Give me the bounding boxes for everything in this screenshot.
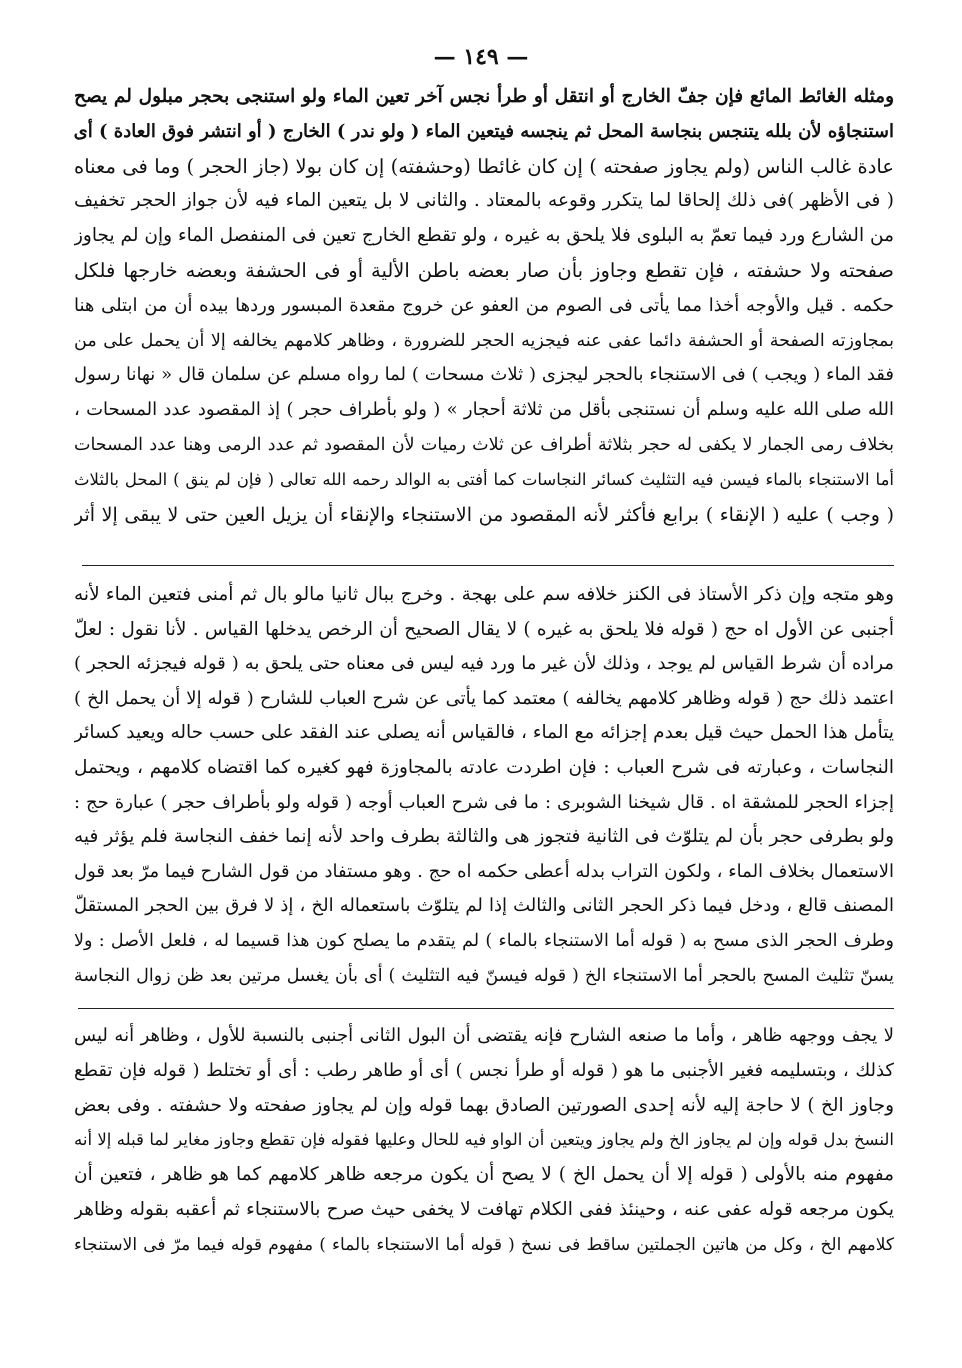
main-text-line: ومثله الغائط المائع فإن جفّ الخارج أو انتقل أو طرأ نجس آخر تعين الماء ولو استنجى بحجر مبلول لم يصح: [74, 86, 894, 107]
commentary-line: مفهوم منه بالأولى ( قوله إلا أن يحمل الخ ) لا يصح أن يكون مرجعه ظاهر كلامهم كما هو ظاهر ، فتعين أن: [74, 1164, 894, 1186]
main-text-line: صفحته ولا حشفته ، فإن تقطع وجاوز بأن صار بعضه باطن الألية أو فى الحشفة وبعضه خارجها فلكل: [74, 258, 894, 282]
main-text-line: فقد الماء ( ويجب ) فى الاستنجاء بالحجر ليجزى ( ثلاث مسحات ) لما رواه مسلم عن سلمان قال « نهانا رسول: [74, 364, 894, 386]
commentary-line: يكون مرجعه قوله عفى عنه ، وحينئذ ففى الكلام تهافت لا يخفى حيث صرح بالاستنجاء ثم أعقبه بقوله وظاهر: [74, 1198, 894, 1220]
main-text-line: ( فى الأظهر )فى ذلك إلحاقا لما يتكرر وقوعه بالمعتاد . والثانى لا بل يتعين الماء فيه لأن جواز الحجر تخفيف: [74, 190, 894, 212]
commentary-line: لا يجف ووجهه ظاهر ، وأما ما صنعه الشارح فإنه يقتضى أن البول الثانى أجنبى بالنسبة للأول ، وظاهر أنه ليس: [74, 1025, 894, 1046]
commentary-line: كلامهم الخ ، وكل من هاتين الجملتين ساقط فى نسخ ( قوله أما الاستنجاء بالماء ) مفهوم قوله فيما مرّ فى الاستنجاء: [74, 1234, 894, 1255]
commentary-line: النجاسات ، وعبارته فى شرح العباب : فإن اطردت عادته بالمجاوزة فهو كغيره كما اقتضاه كلامهم ، ويحتمل: [74, 756, 894, 778]
section-divider: [78, 1008, 894, 1009]
main-text-line: حكمه . قيل والأوجه أخذا مما يأتى فى الصوم من العفو عن خروج مقعدة المبسور وردها بيده أن من ابتلى هنا: [74, 294, 894, 316]
commentary-line: مراده أن شرط القياس لم يوجد ، وذلك لأن غير ما ورد فيه ليس فى معناه حتى يلحق به ( قوله فيجزئه الحجر ): [74, 653, 894, 675]
commentary-line: أجنبى عن الأول اه حج ( قوله فلا يلحق به غيره ) لا يقال الصحيح أن الرخص يدخلها القياس . لأنا نقول : لعلّ: [74, 618, 894, 640]
commentary-line: وطرف الحجر الذى مسح به ( قوله أما الاستنجاء بالماء ) لم يتقدم ما يصلح كون هذا قسيما له ، فلعل الأصل : ولا: [74, 930, 894, 951]
commentary-line: إجزاء الحجر للمشقة اه . قال شيخنا الشوبرى : ما فى شرح العباب أوجه ( قوله ولو بأطراف حجر ) عبارة حج :: [74, 791, 894, 813]
commentary-block-1: [74, 578, 894, 993]
main-text-line: الله صلى الله عليه وسلم أن نستنجى بأقل من ثلاثة أحجار » ( ولو بأطراف حجر ) إذ المقصود عدد المسحات ،: [74, 399, 894, 421]
main-text-line: ( وجب ) عليه ( الإنقاء ) برابع فأكثر لأنه المقصود من الاستنجاء والإنقاء أن يزيل العين حتى لا يبقى إلا أثر: [74, 503, 894, 526]
main-text-line: بخلاف رمى الجمار لا يكفى له حجر بثلاثة أطراف عن ثلاث رميات لأن المقصود ثم عدد الرمى وهنا عدد المسحات: [74, 434, 894, 455]
commentary-line: وهو متجه وإن ذكر الأستاذ فى الكنز خلافه سم على بهجة . وخرج ببال ثانيا مالو بال ثم أمنى فتعين الماء لأنه: [74, 584, 894, 605]
commentary-line: النسخ بدل قوله وإن لم يجاوز الخ ولم يجاوز ويتعين أن الواو فيه للحال وعليها فقوله فإن تقطع وجاوز مغاير لما قبله إلا أنه: [74, 1130, 894, 1150]
commentary-line: الاستعمال بخلاف الماء ، ولكون التراب بدله أعطى حكمه اه حج . وهو مستفاد من قول الشارح فيما مرّ بعد قول: [74, 860, 894, 882]
main-text-line: من الشارع ورد فيما تعمّ به البلوى فلا يلحق به غيره ، ولو تقطع الخارج تعين فى المنفصل الماء وإن لم يجاوز: [74, 225, 894, 247]
main-text-line: عادة غالب الناس (ولم يجاوز صفحته ) إن كان غائطا (وحشفته) إن كان بولا (جاز الحجر ) وما فى معناه: [74, 154, 894, 178]
commentary-line: اعتمد ذلك حج ( قوله وظاهر كلامهم يخالفه ) معتمد كما يأتى عن شرح العباب للشارح ( قوله إلا أن يحمل الخ ): [74, 687, 894, 709]
section-divider: [82, 565, 894, 566]
commentary-line: يتأمل هذا الحمل حيث قيل بعدم إجزائه مع الماء ، فالقياس أنه يصلى عند الفقد على حسب حاله ويعيد كسائر: [74, 722, 894, 744]
commentary-line: يسنّ تثليث المسح بالحجر أما الاستنجاء الخ ( قوله فيسنّ فيه التثليث ) أى بأن يغسل مرتين بعد ظن زوال النجاسة: [74, 965, 894, 986]
commentary-line: وجاوز الخ ) لا حاجة إليه لأنه إحدى الصورتين الصادق بهما قوله وإن لم يجاوز صفحته ولا حشفته . وفى بعض: [74, 1094, 894, 1116]
commentary-line: المصنف قالع ، ودخل فيما ذكر الحجر الثانى والثالث إذا لم يتلوّث باستعماله الخ ، إذ لا فرق بين الحجر المستقلّ: [74, 895, 894, 917]
page-number: — ١٤٩ —: [433, 44, 529, 70]
commentary-line: كذلك ، وبتسليمه فغير الأجنبى ما هو ( قوله أو طرأ نجس ) أى أو طاهر رطب : أى أو تختلط ( قوله فإن تقطع: [74, 1059, 894, 1081]
main-text-line: أما الاستنجاء بالماء فيسن فيه التثليث كسائر النجاسات كما أفتى به الوالد رحمه الله تعالى ( فإن لم ينق ) المحل بالثلاث: [74, 469, 894, 489]
commentary-line: ولو بطرفى حجر بأن لم يتلوّث فى الثانية فتجوز هى والثالثة بطرف واحد لأنه إنما خفف النجاسة فلم يؤثر فيه: [74, 826, 894, 848]
main-text-line: استنجاؤه لأن بلله يتنجس بنجاسة المحل ثم ينجسه فيتعين الماء ( ولو ندر ) الخارج ( أو انتشر فوق العادة ) أى: [74, 120, 894, 142]
main-text-line: بمجاوزته الصفحة أو الحشفة دائما عفى عنه فيجزيه الحجر للضرورة ، وظاهر كلامهم يخالفه إلا أن يحمل على من: [74, 330, 894, 351]
commentary-block-2: [74, 1019, 894, 1263]
main-text-block: [74, 80, 894, 532]
